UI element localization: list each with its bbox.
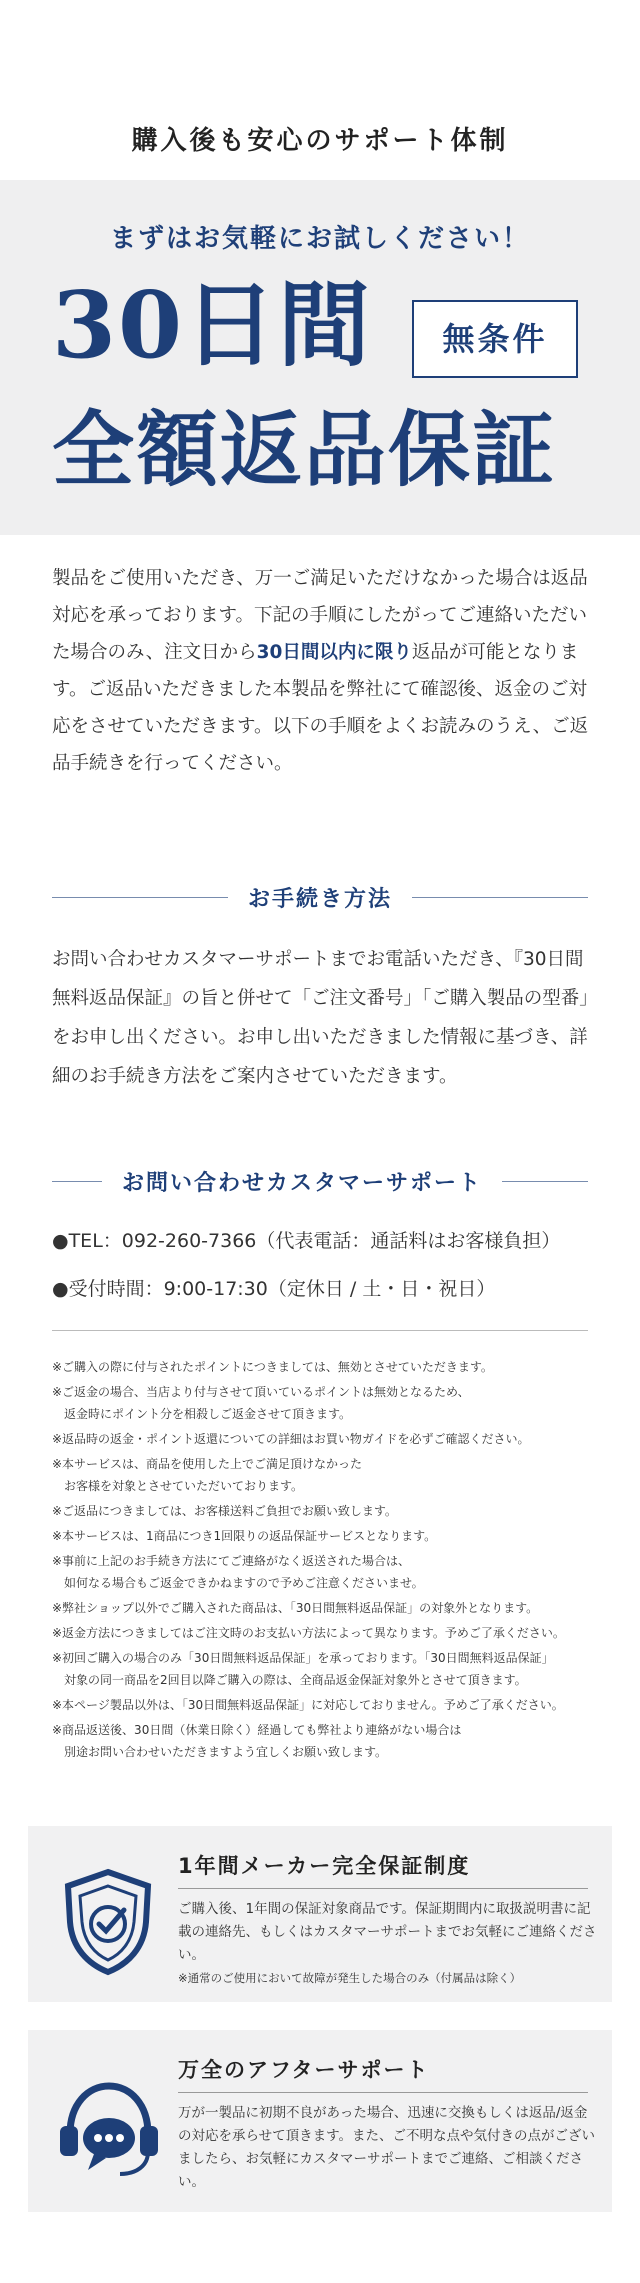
page-title: 購入後も安心のサポート体制 (131, 126, 509, 156)
warranty-note: ※通常のご使用において故障が発生した場合のみ（付属品は除く） (178, 1971, 522, 1985)
title-rule (178, 2092, 588, 2093)
warranty-card (28, 1826, 612, 2002)
note-item: ※返金方法につきましてはご注文時のお支払い方法によって異なります。予めご了承ください。 (52, 1626, 565, 1640)
note-item: ※本サービスは、1商品につき1回限りの返品保証サービスとなります。 (52, 1529, 437, 1543)
title-rule (178, 1888, 588, 1889)
aftercare-title: 万全のアフターサポート (178, 2058, 430, 2082)
shield-check-icon (58, 1866, 158, 1976)
note-item: ※初回ご購入の場合のみ「30日間無料返品保証」を承っております。「30日間無料返品保証」 対象の同一商品を2回目以降ご購入の際は、全商品返金保証対象外とさせて頂きます。 (52, 1651, 554, 1687)
note-item: ※ご購入の際に付与されたポイントにつきましては、無効とさせていただきます。 (52, 1360, 493, 1374)
support-hours: ●受付時間：9:00-17:30（定休日 / 土・日・祝日） (52, 1278, 496, 1300)
support-heading (52, 1166, 588, 1196)
heading-rule (52, 897, 228, 898)
hero-subtitle: まずはお気軽にお試しください！ (109, 224, 530, 254)
hero-banner (0, 180, 640, 535)
note-item: ※弊社ショップ以外でご購入された商品は、「30日間無料返品保証」の対象外となります。 (52, 1601, 539, 1615)
notes-list (52, 1356, 592, 1766)
note-item: ※ご返金の場合、当店より付与させて頂いているポイントは無効となるため、 返金時にポイント分を相殺しご返金させて頂きます。 (52, 1385, 470, 1421)
note-item: ※商品返送後、30日間（休業日除く）経過しても弊社より連絡がない場合は 別途お問い合わせいただきますよう宜しくお願い致します。 (52, 1723, 462, 1759)
note-item: ※本ページ製品以外は、「30日間無料返品保証」に対応しておりません。予めご了承ください。 (52, 1698, 564, 1712)
support-tel: ●TEL：092-260-7366（代表電話：通話料はお客様負担） (52, 1230, 561, 1252)
aftercare-card (28, 2030, 612, 2212)
hero-guarantee: 全額返品保証 (52, 402, 557, 498)
procedure-heading-label: お手続き方法 (248, 886, 393, 912)
note-item: ※ご返品につきましては、お客様送料ご負担でお願い致します。 (52, 1504, 397, 1518)
unconditional-badge: 無条件 (412, 300, 578, 378)
heading-rule (52, 1181, 102, 1182)
headset-chat-icon (54, 2074, 164, 2184)
intro-text-2: 返品が可能となります。ご返品いただきました本製品を弊社にて確認後、返金のご対応をさせていただきます。以下の手順をよくお読みのうえ、ご返品手続きを行ってください。 (52, 642, 589, 774)
aftercare-description: 万が一製品に初期不良があった場合、迅速に交換もしくは返品/返金の対応を承らせて頂きます。また、ご不明な点や気付きの点がございましたら、お気軽にカスタマーサポートまでご連絡、ご相談ください。 (178, 2105, 596, 2190)
intro-highlight: 30日間以内に限り (256, 642, 412, 663)
heading-rule (502, 1181, 588, 1182)
intro-paragraph (52, 560, 592, 782)
procedure-text: お問い合わせカスタマーサポートまでお電話いただき、『30日間無料返品保証』の旨と併せて「ご注文番号」「ご購入製品の型番」をお申し出ください。お申し出いただきました情報に基づき、詳細のお手続き方法をご案内させていただきます。 (52, 949, 589, 1087)
heading-rule (412, 897, 588, 898)
warranty-description (178, 1898, 600, 1990)
note-item: ※返品時の返金・ポイント返還についての詳細はお買い物ガイドを必ずご確認ください。 (52, 1432, 530, 1446)
note-item: ※本サービスは、商品を使用した上でご満足頂けなかった お客様を対象とさせていただいております。 (52, 1457, 363, 1493)
procedure-heading (52, 882, 588, 912)
divider (52, 1330, 588, 1331)
warranty-title: 1年間メーカー完全保証制度 (178, 1854, 471, 1878)
warranty-text: ご購入後、1年間の保証対象商品です。保証期間内に取扱説明書に記載の連絡先、もしくはカスタマーサポートまでお気軽にご連絡ください。 (178, 1901, 597, 1963)
intro-text-1: 製品をご使用いただき、万一ご満足いただけなかった場合は返品対応を承っております。下記の手順にしたがってご連絡いただいた場合のみ、注文日から (52, 568, 588, 663)
note-item: ※事前に上記のお手続き方法にてご連絡がなく返送された場合は、 如何なる場合もご返金できかねますので予めご注意くださいませ。 (52, 1554, 424, 1590)
support-heading-label: お問い合わせカスタマーサポート (122, 1170, 483, 1196)
hero-period: 30日間 (52, 271, 373, 379)
